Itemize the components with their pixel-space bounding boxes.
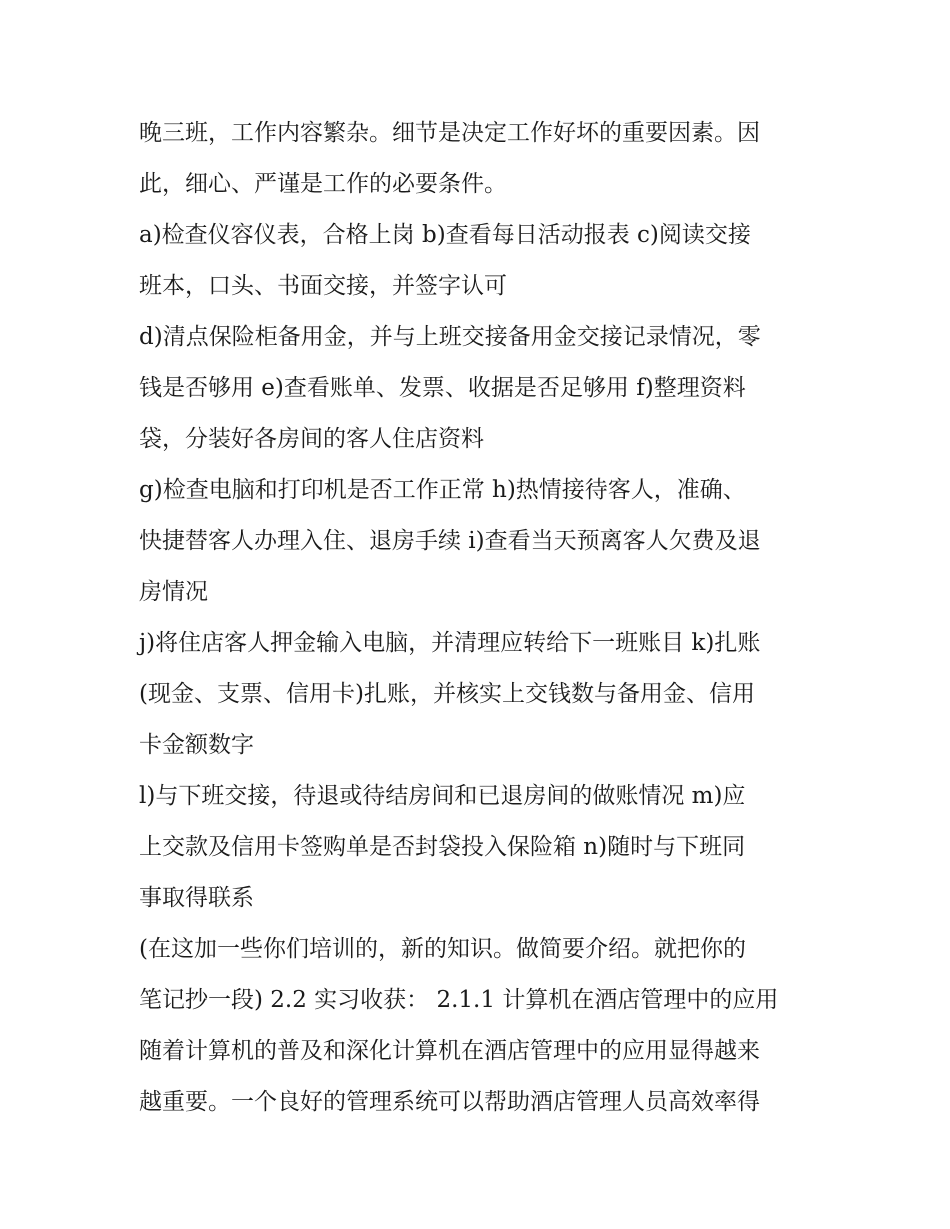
text-line: 卡金额数字: [139, 732, 254, 758]
text-line: (现金、支票、信用卡)扎账，并核实上交钱数与备用金、信用: [139, 681, 755, 707]
text-line: 快捷替客人办理入住、退房手续 i)查看当天预离客人欠费及退: [139, 528, 761, 554]
text-line: a)检查仪容仪表，合格上岗 b)查看每日活动报表 c)阅读交接: [139, 222, 751, 248]
text-line: 钱是否够用 e)查看账单、发票、收据是否足够用 f)整理资料: [139, 375, 746, 401]
text-line: d)清点保险柜备用金，并与上班交接备用金交接记录情况，零: [139, 324, 761, 350]
text-line: g)检查电脑和打印机是否工作正常 h)热情接待客人，准确、: [139, 477, 746, 503]
text-line: 上交款及信用卡签购单是否封袋投入保险箱 n)随时与下班同: [139, 834, 746, 860]
text-line: l)与下班交接，待退或待结房间和已退房间的做账情况 m)应: [139, 783, 746, 809]
text-line: 事取得联系: [139, 885, 254, 911]
text-line: 班本，口头、书面交接，并签字认可: [139, 273, 507, 299]
text-line: 笔记抄一段) 2.2 实习收获： 2.1.1 计算机在酒店管理中的应用: [139, 987, 779, 1013]
text-line: 房情况: [139, 579, 208, 605]
text-line: 随着计算机的普及和深化计算机在酒店管理中的应用显得越来: [139, 1038, 760, 1064]
text-line: 晚三班，工作内容繁杂。细节是决定工作好坏的重要因素。因: [139, 120, 760, 146]
text-line: 袋，分装好各房间的客人住店资料: [139, 426, 484, 452]
document-body: [139, 108, 829, 1128]
text-line: 越重要。一个良好的管理系统可以帮助酒店管理人员高效率得: [139, 1089, 760, 1115]
text-line: j)将住店客人押金输入电脑，并清理应转给下一班账目 k)扎账: [139, 630, 761, 656]
text-line: (在这加一些你们培训的，新的知识。做简要介绍。就把你的: [139, 936, 746, 962]
text-line: 此，细心、严谨是工作的必要条件。: [139, 171, 507, 197]
